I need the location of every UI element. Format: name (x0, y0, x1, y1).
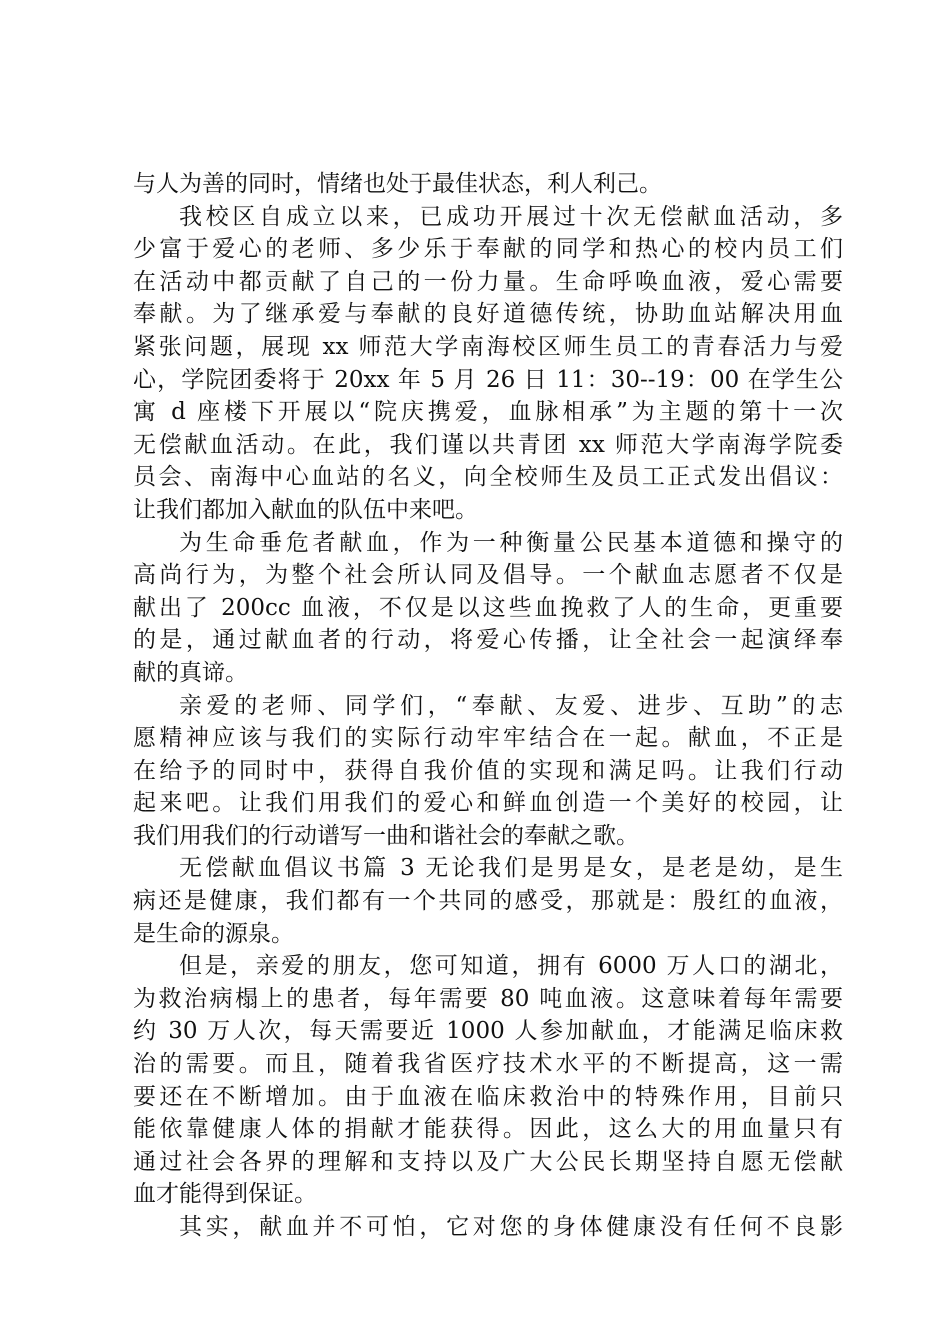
text-line: 要还在不断增加。由于血液在临床救治中的特殊作用，目前只 (133, 1083, 843, 1110)
text-line: 紧张问题，展现 xx 师范大学南海校区师生员工的青春活力与爱 (133, 333, 843, 360)
text-line: 但是，亲爱的朋友，您可知道，拥有 6000 万人口的湖北， (179, 953, 843, 980)
text-line: 在活动中都贡献了自己的一份力量。生命呼唤血液，爱心需要 (133, 268, 843, 295)
text-line: 亲爱的老师、同学们，“奉献、友爱、进步、互助”的志 (179, 692, 843, 719)
text-line: 与人为善的同时，情绪也处于最佳状态，利人利己。 (133, 171, 662, 197)
text-line: 愿精神应该与我们的实际行动牢牢结合在一起。献血，不正是 (133, 725, 843, 752)
text-line: 无偿献血活动。在此，我们谨以共青团 xx 师范大学南海学院委 (133, 431, 843, 458)
text-line: 血才能得到保证。 (133, 1181, 317, 1208)
text-line: 治的需要。而且，随着我省医疗技术水平的不断提高，这一需 (133, 1051, 843, 1078)
text-line: 在给予的同时中，获得自我价值的实现和满足吗。让我们行动 (133, 757, 843, 784)
text-line: 能依靠健康人体的捐献才能获得。因此，这么大的用血量只有 (133, 1116, 843, 1143)
text-line: 病还是健康，我们都有一个共同的感受，那就是：殷红的血液， (133, 888, 843, 915)
text-line: 其实，献血并不可怕，它对您的身体健康没有任何不良影 (179, 1214, 843, 1240)
text-line: 献出了 200cc 血液，不仅是以这些血挽救了人的生命，更重要 (133, 594, 843, 621)
text-line: 员会、南海中心血站的名义，向全校师生及员工正式发出倡议： (133, 464, 843, 491)
text-line: 为生命垂危者献血，作为一种衡量公民基本道德和操守的 (179, 529, 843, 556)
text-line: 奉献。为了继承爱与奉献的良好道德传统，协助血站解决用血 (133, 301, 843, 328)
text-line: 通过社会各界的理解和支持以及广大公民长期坚持自愿无偿献 (133, 1148, 843, 1175)
text-line: 少富于爱心的老师、多少乐于奉献的同学和热心的校内员工们 (133, 236, 843, 263)
text-line: 无偿献血倡议书篇 3 无论我们是男是女，是老是幼，是生 (179, 855, 843, 882)
text-line: 的是，通过献血者的行动，将爱心传播，让全社会一起演绎奉 (133, 627, 843, 654)
text-line: 献的真谛。 (133, 659, 248, 686)
document-body (133, 168, 843, 1244)
text-line: 心，学院团委将于 20xx 年 5 月 26 日 11：30--19：00 在学生公 (133, 366, 843, 393)
text-line: 起来吧。让我们用我们的爱心和鲜血创造一个美好的校园，让 (133, 790, 843, 817)
text-line: 高尚行为，为整个社会所认同及倡导。一个献血志愿者不仅是 (133, 562, 843, 589)
text-line: 为救治病榻上的患者，每年需要 80 吨血液。这意味着每年需要 (133, 985, 843, 1012)
text-line: 寓 d 座楼下开展以“院庆携爱，血脉相承”为主题的第十一次 (133, 399, 843, 426)
text-line: 我们用我们的行动谱写一曲和谐社会的奉献之歌。 (133, 822, 639, 849)
text-line: 是生命的源泉。 (133, 920, 294, 947)
text-line: 让我们都加入献血的队伍中来吧。 (133, 496, 478, 523)
text-line: 我校区自成立以来，已成功开展过十次无偿献血活动，多 (179, 203, 843, 230)
text-line: 约 30 万人次，每天需要近 1000 人参加献血，才能满足临床救 (133, 1018, 843, 1045)
